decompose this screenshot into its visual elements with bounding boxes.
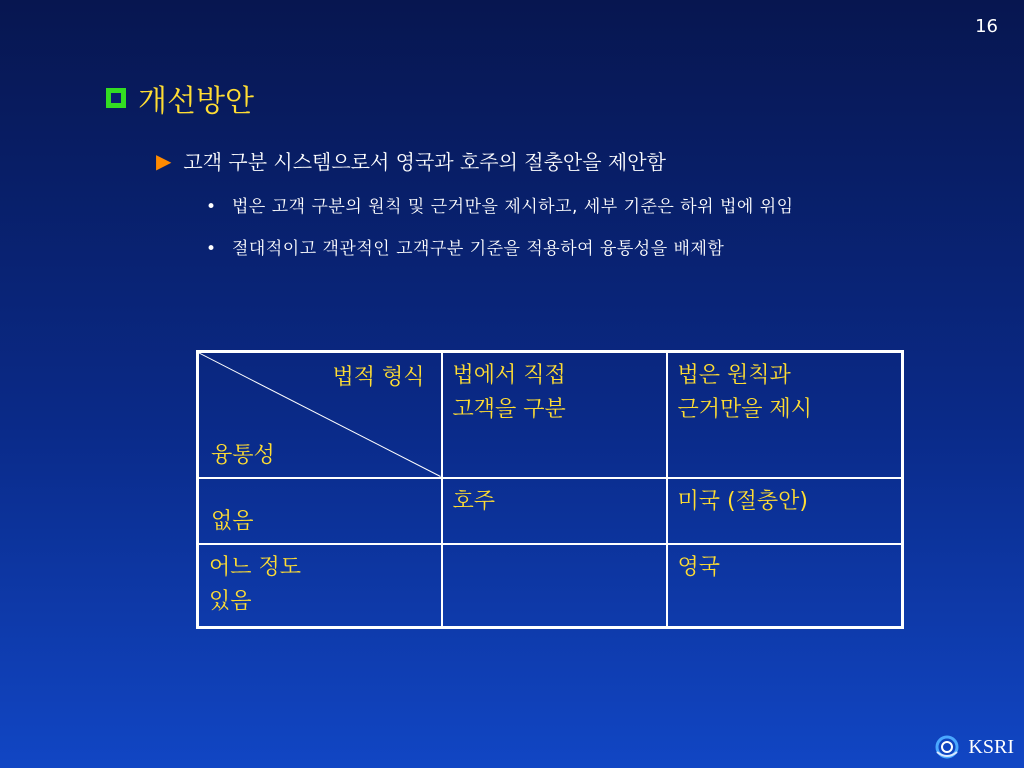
table-row	[198, 478, 903, 544]
triangle-arrow-icon: ▶	[156, 148, 172, 173]
row-label-none	[198, 478, 442, 544]
table-row	[198, 544, 903, 628]
main-point	[156, 146, 666, 175]
row-label-some	[198, 544, 442, 628]
slide-title	[106, 76, 254, 120]
diagonal-header-cell	[198, 352, 442, 478]
header-principle-line1: 법은 원칙과	[677, 363, 791, 388]
row-label-text: 없음	[211, 508, 254, 534]
row-label-line1: 어느 정도	[209, 554, 302, 580]
bullet-dot-icon: •	[206, 197, 217, 217]
square-bullet-icon	[106, 88, 126, 108]
bullet-item	[206, 234, 906, 264]
main-point-text: 고객 구분 시스템으로서 영국과 호주의 절충안을 제안함	[183, 150, 666, 174]
table-cell: 미국 (절충안)	[667, 478, 903, 544]
header-direct-line2: 고객을 구분	[452, 397, 566, 422]
header-flexibility: 융통성	[211, 442, 275, 468]
header-cell-principle	[667, 352, 903, 478]
table-cell	[442, 544, 667, 628]
header-legal-form: 법적 형식	[332, 365, 425, 390]
header-cell-direct	[442, 352, 667, 478]
footer-logo	[934, 734, 1014, 760]
row-label-line2: 있음	[209, 588, 252, 614]
table-cell: 호주	[442, 478, 667, 544]
comparison-table	[196, 350, 904, 629]
bullet-text: 절대적이고 객관적인 고객구분 기준을 적용하여 융통성을 배제함	[232, 239, 725, 259]
page-number: 16	[975, 16, 998, 37]
bullet-text: 법은 고객 구분의 원칙 및 근거만을 제시하고, 세부 기준은 하위 법에 위임	[232, 197, 794, 217]
header-principle-line2: 근거만을 제시	[677, 397, 813, 422]
title-text: 개선방안	[138, 84, 254, 119]
bullet-item	[206, 192, 906, 222]
logo-text: KSRI	[968, 735, 1014, 758]
table-header-row	[198, 352, 903, 478]
bullet-list	[206, 192, 906, 276]
table-cell: 영국	[667, 544, 903, 628]
bullet-dot-icon: •	[206, 239, 217, 259]
ksri-logo-icon	[934, 734, 960, 760]
header-direct-line1: 법에서 직접	[452, 363, 566, 388]
